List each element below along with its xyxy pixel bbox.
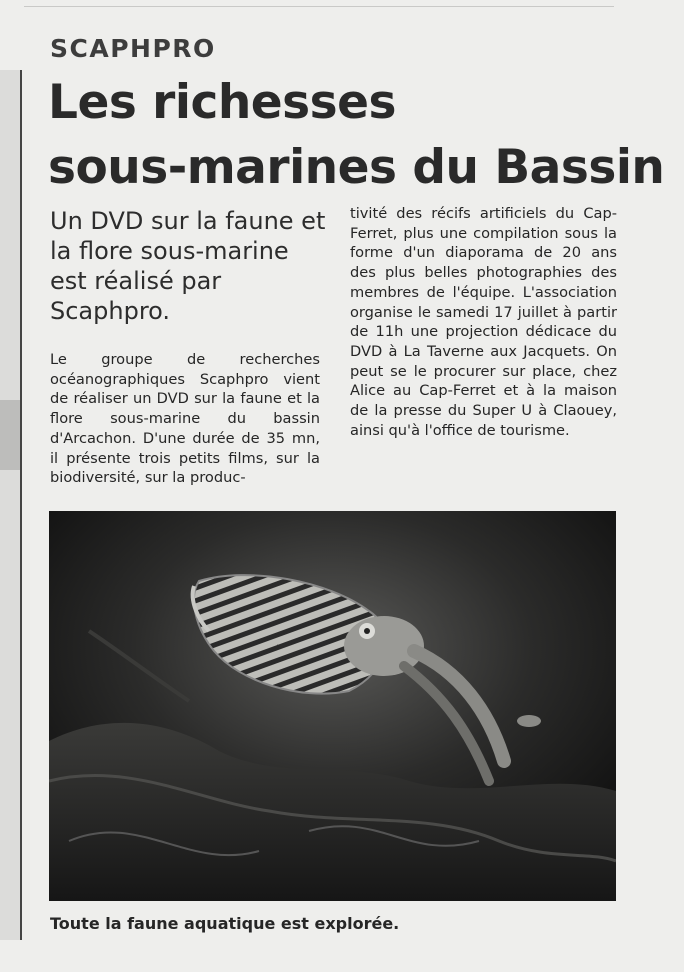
headline [48,70,665,200]
standfirst: Un DVD sur la faune et la flore sous-marine est réalisé par Scaphpro. [50,207,326,325]
top-rule [24,6,614,7]
kicker: SCAPHPRO [50,34,216,63]
body-column-2: tivité des récifs artificiels du Cap-Ferret, plus une compilation sous la forme d'un diaporama de 20 ans des plus belles photographies des membres de l'équipe. L'association organise le samedi 17 juillet à partir de 11h une projection dédicace du DVD à La Taverne aux Jacquets. On peut se le procurer sur place, chez Alice au Cap-Ferret et à la maison de la presse du Super U à Claouey, ainsi qu'à l'office de tourisme. [350,205,617,439]
cuttlefish-photo [49,511,616,901]
photo-caption: Toute la faune aquatique est explorée. [50,914,400,933]
body-column-1: Le groupe de recherches océanographiques Scaphpro vient de réaliser un DVD sur la faune et la flore sous-marine du bassin d'Arcachon. D'une durée de 35 mn, il présente trois petits films, sur la biodiversité, sur la produc- [50,351,320,487]
photo-illustration [49,511,616,901]
adjacent-page-edge [0,70,22,940]
headline-line-1: Les richesses [48,75,396,130]
headline-line-2: sous-marines du Bassin [48,140,665,195]
